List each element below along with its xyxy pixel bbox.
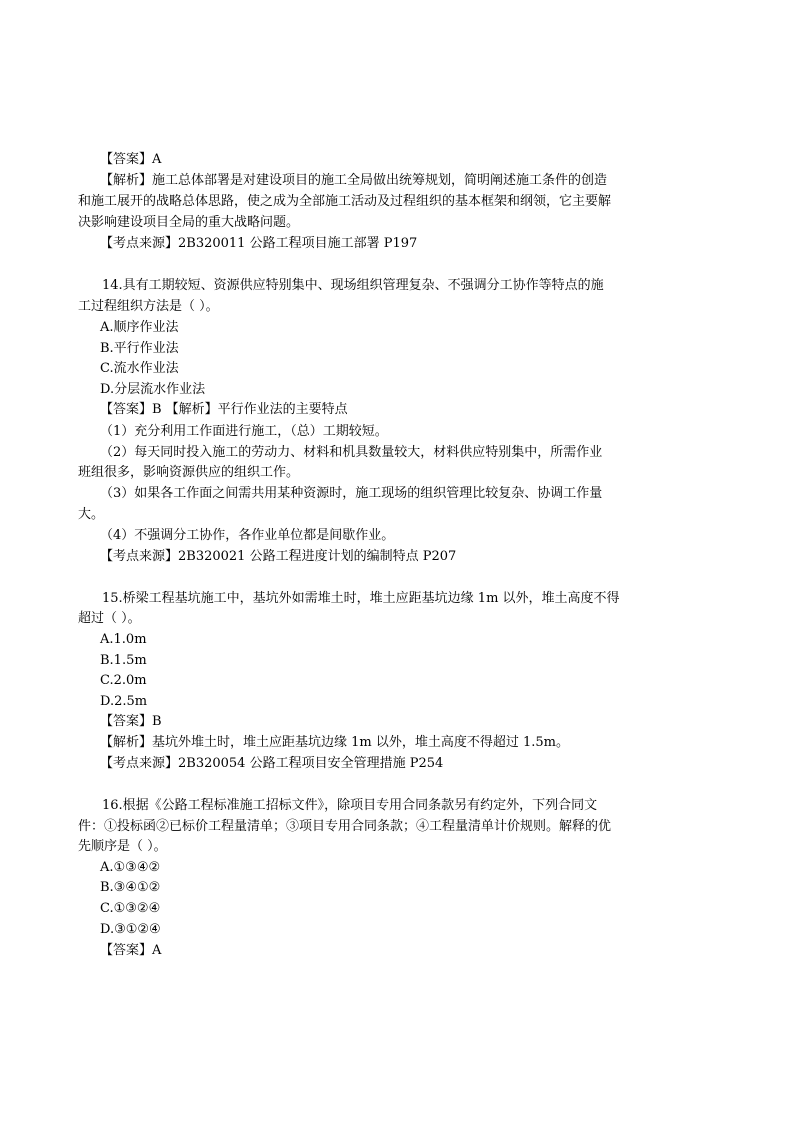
question-stem: 工过程组织方法是（ ）。	[78, 299, 219, 314]
question-stem: 15.桥梁工程基坑施工中，基坑外如需堆土时，堆土应距基坑边缘 1m 以外，堆土高度不得	[102, 591, 620, 606]
analysis-line: 决影响建设项目全局的重大战略问题。	[78, 215, 300, 230]
question-stem: 先顺序是（ ）。	[78, 839, 167, 854]
answer-line: 【答案】A	[100, 943, 162, 958]
option-b: B.平行作业法	[100, 341, 179, 356]
question-stem: 16.根据《公路工程标准施工招标文件》，除项目专用合同条款另有约定外，下列合同文	[102, 798, 598, 813]
analysis-point: （1）充分利用工作面进行施工，（总）工期较短。	[100, 424, 388, 439]
analysis-point: 大。	[78, 507, 105, 522]
option-a: A.①③④②	[100, 860, 161, 875]
analysis-line: 【解析】施工总体部署是对建设项目的施工全局做出统筹规划，简明阐述施工条件的创造	[100, 173, 608, 188]
analysis-point: （4）不强调分工协作，各作业单位都是间歇作业。	[100, 528, 395, 543]
option-c: C.2.0m	[100, 673, 147, 688]
option-c: C.流水作业法	[100, 361, 179, 376]
analysis-point: 班组很多，影响资源供应的组织工作。	[78, 465, 300, 480]
option-d: D.分层流水作业法	[100, 382, 206, 397]
question-stem: 超过（ ）。	[78, 611, 141, 626]
source-line: 【考点来源】2B320054 公路工程项目安全管理措施 P254	[100, 756, 444, 771]
answer-line: 【答案】B	[100, 714, 162, 729]
question-stem: 14.具有工期较短、资源供应特别集中、现场组织管理复杂、不强调分工协作等特点的施	[102, 278, 604, 293]
option-c: C.①③②④	[100, 901, 161, 916]
option-b: B.1.5m	[100, 653, 147, 668]
option-b: B.③④①②	[100, 880, 161, 895]
analysis-line: 【解析】基坑外堆土时，堆土应距基坑边缘 1m 以外，堆土高度不得超过 1.5m。	[100, 735, 569, 750]
option-d: D.2.5m	[100, 694, 148, 709]
option-a: A.顺序作业法	[100, 320, 179, 335]
analysis-line: 和施工展开的战略总体思路，使之成为全部施工活动及过程组织的基本框架和纲领，它主要解	[78, 194, 612, 209]
question-stem: 件：①投标函②已标价工程量清单；③项目专用合同条款；④工程量清单计价规则。解释的优	[78, 819, 612, 834]
source-line: 【考点来源】2B320011 公路工程项目施工部署 P197	[100, 236, 418, 251]
analysis-point: （2）每天同时投入施工的劳动力、材料和机具数量较大，材料供应特别集中，所需作业	[100, 445, 603, 460]
option-d: D.③①②④	[100, 922, 161, 937]
option-a: A.1.0m	[100, 632, 147, 647]
answer-line: 【答案】B 【解析】平行作业法的主要特点	[100, 402, 348, 417]
answer-line: 【答案】A	[100, 152, 162, 167]
source-line: 【考点来源】2B320021 公路工程进度计划的编制特点 P207	[100, 549, 457, 564]
analysis-point: （3）如果各工作面之间需共用某种资源时，施工现场的组织管理比较复杂、协调工作量	[100, 486, 603, 501]
